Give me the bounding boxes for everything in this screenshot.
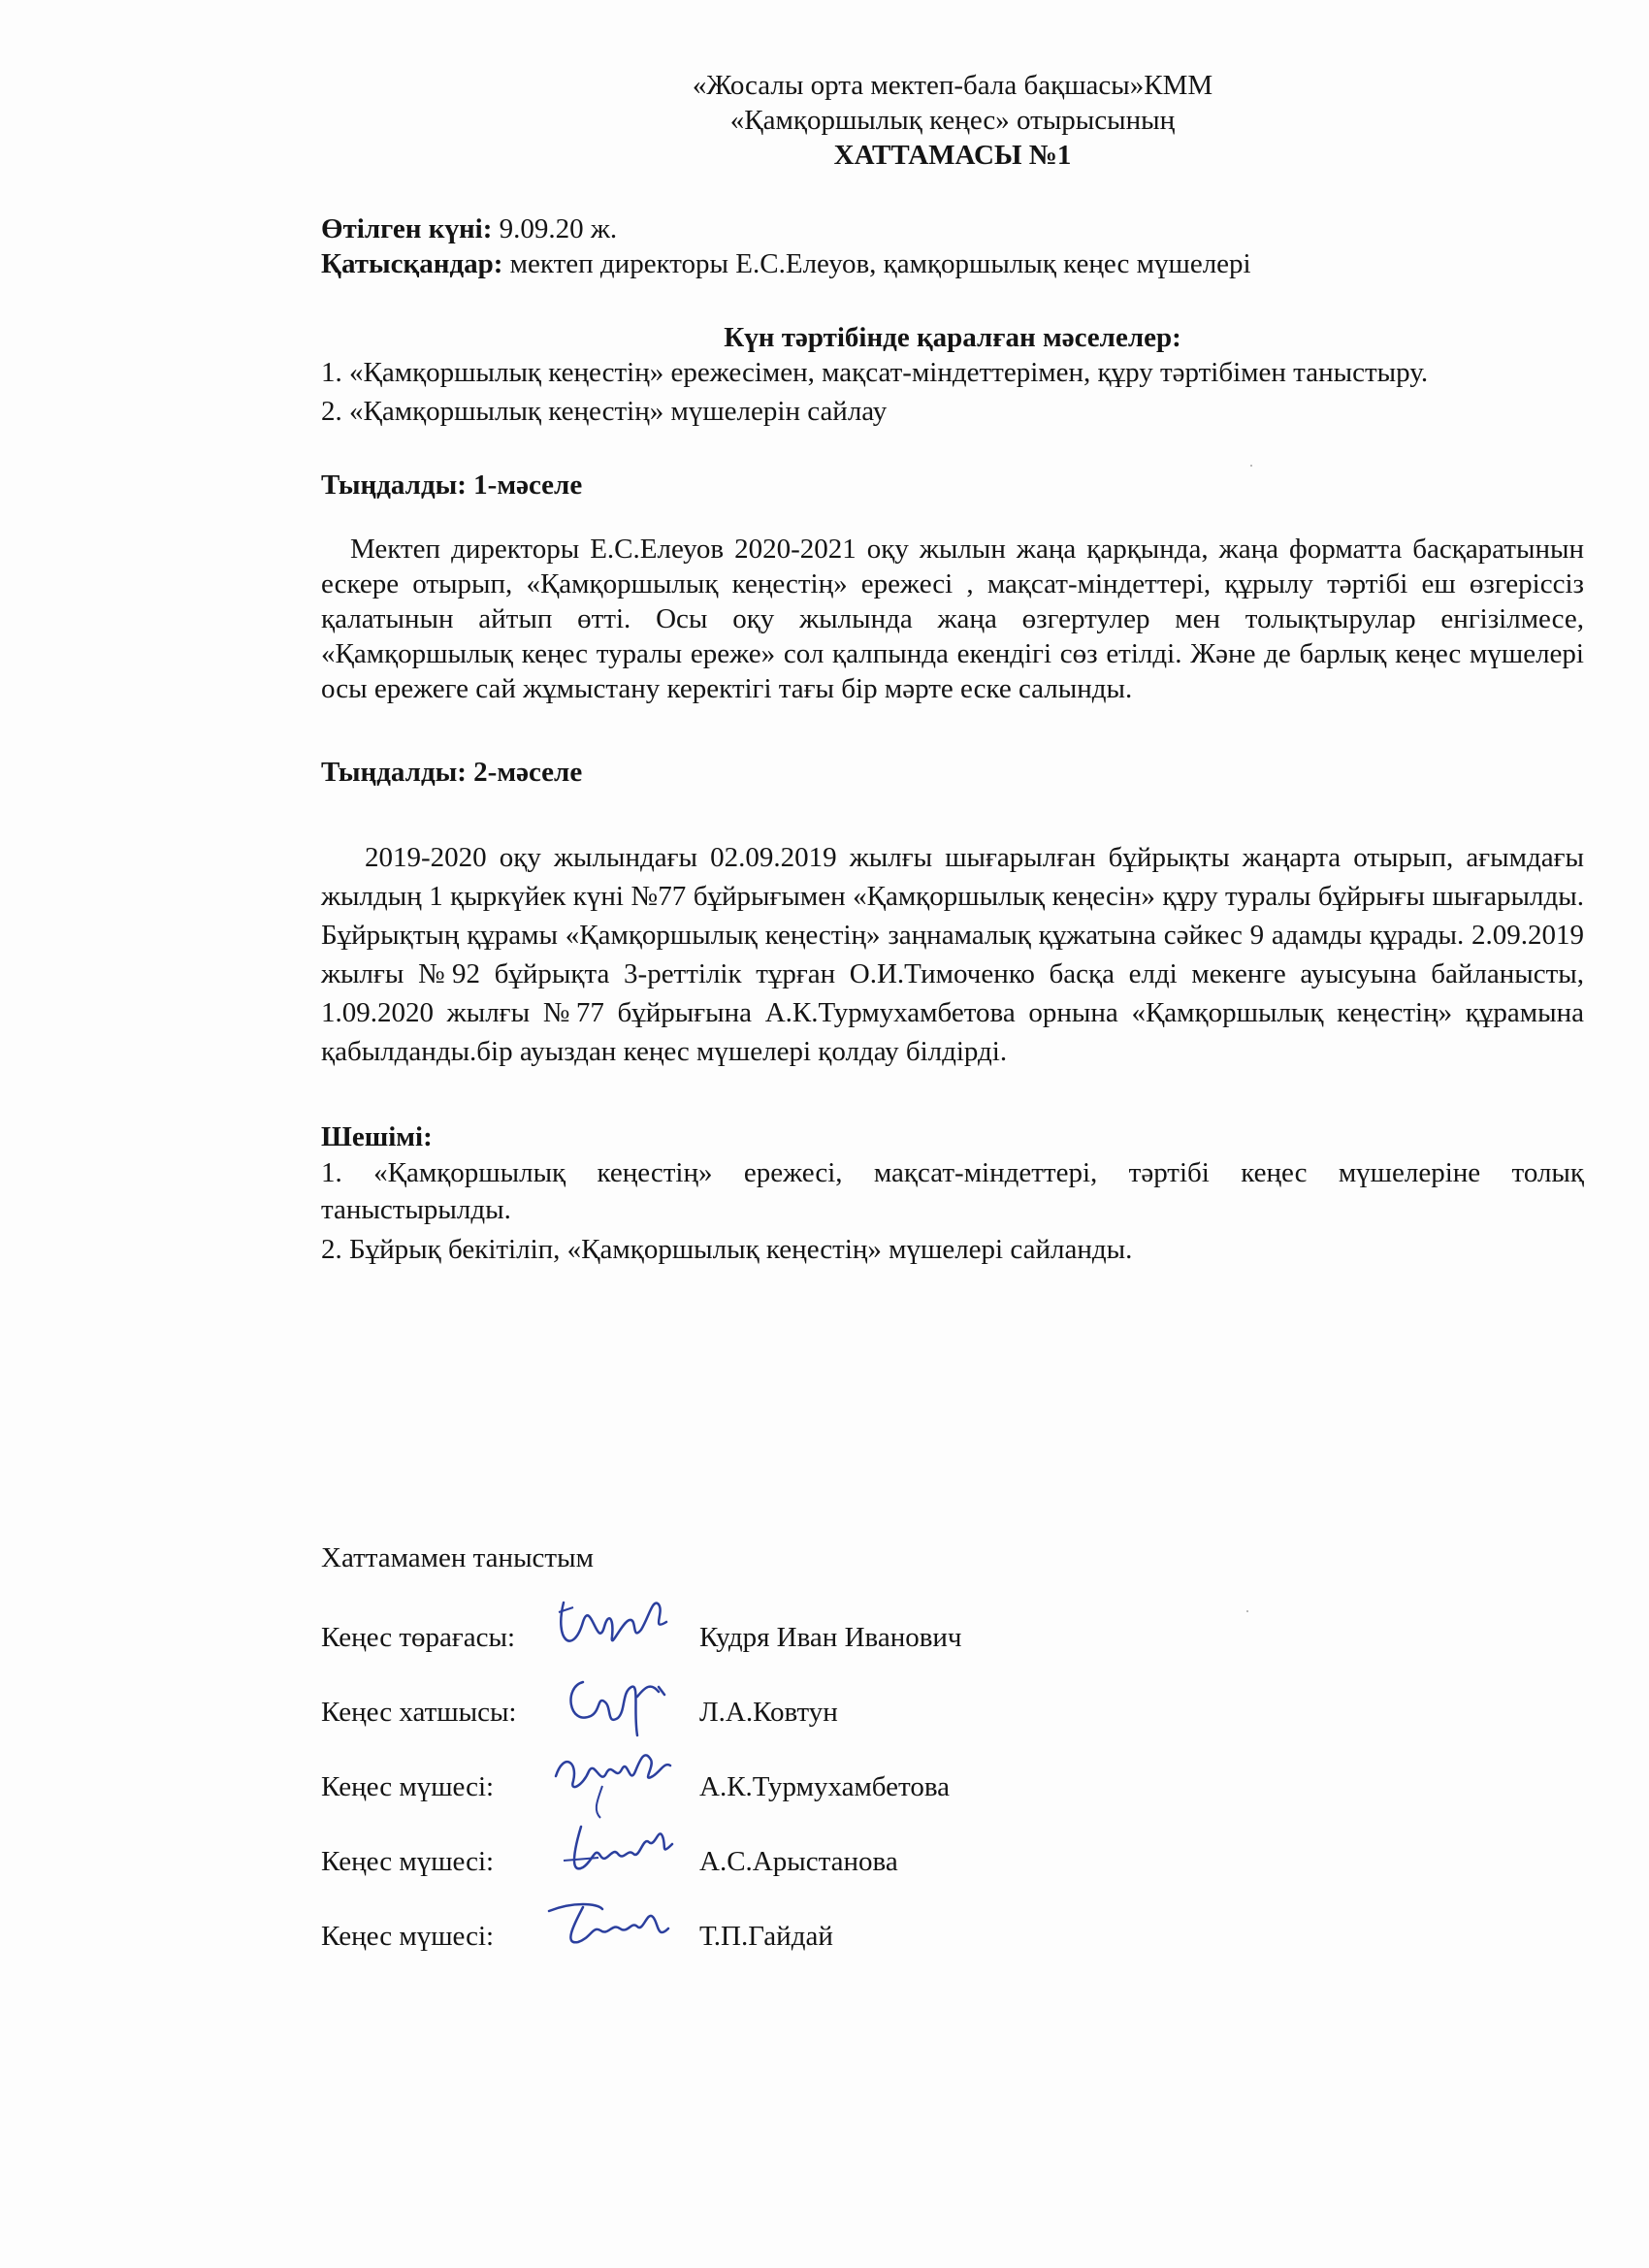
signature-intro: Хаттамамен таныстым <box>321 1542 594 1573</box>
meeting-date <box>321 211 1584 246</box>
signature-name: А.С.Арыстанова <box>699 1846 898 1877</box>
document-header <box>321 68 1584 173</box>
agenda-item: 1. «Қамқоршылық кеңестің» ережесімен, мақсат-міндеттерімен, құру тәртібімен таныстыру. <box>321 357 1429 388</box>
participants-label: Қатысқандар: <box>321 248 503 279</box>
signature-scribble-icon <box>544 1882 690 1969</box>
signature-name: Л.А.Ковтун <box>699 1697 838 1728</box>
signature-row <box>321 1825 1194 1899</box>
date-value: 9.09.20 ж. <box>492 213 618 244</box>
decision-item: 2. Бұйрық бекітіліп, «Қамқоршылық кеңестің» мүшелері сайланды. <box>321 1234 1133 1265</box>
handwritten-signature <box>544 1882 690 1969</box>
signature-row <box>321 1601 1194 1675</box>
issue-2-title: Тыңдалды: 2-мәселе <box>321 757 583 788</box>
signature-row <box>321 1899 1194 1974</box>
signature-name: Кудря Иван Иванович <box>699 1622 962 1653</box>
document-body <box>321 68 1584 1267</box>
signature-row <box>321 1750 1194 1825</box>
header-organization: «Жосалы орта мектеп-бала бақшасы»КММ <box>692 70 1213 101</box>
signature-role: Кеңес төрағасы: <box>321 1622 516 1653</box>
agenda-title: Күн тәртібінде қаралған мәселелер: <box>724 322 1181 353</box>
agenda-item: 2. «Қамқоршылық кеңестің» мүшелерін сайлау <box>321 396 888 427</box>
signature-role: Кеңес хатшысы: <box>321 1697 517 1728</box>
signature-role: Кеңес мүшесі: <box>321 1846 495 1877</box>
document-title: ХАТТАМАСЫ №1 <box>833 140 1072 171</box>
date-label: Өтілген күні: <box>321 213 493 244</box>
signature-row <box>321 1675 1194 1750</box>
header-meeting: «Қамқоршылық кеңес» отырысының <box>729 105 1176 136</box>
signature-name: А.К.Турмухамбетова <box>699 1771 951 1802</box>
issue-2-section <box>321 755 1584 1071</box>
signature-role: Кеңес мүшесі: <box>321 1771 495 1802</box>
decision-item: 1. «Қамқоршылық кеңестің» ережесі, мақсат-міндеттері, тәртібі кеңес мүшелеріне толық таныстырылды. <box>321 1157 1584 1225</box>
participants-value: мектеп директоры Е.С.Елеуов, қамқоршылық кеңес мүшелері <box>502 248 1251 279</box>
signature-role: Кеңес мүшесі: <box>321 1921 495 1952</box>
issue-1-title: Тыңдалды: 1-мәселе <box>321 470 583 501</box>
scan-speck <box>1246 1610 1248 1612</box>
meeting-participants <box>321 246 1584 281</box>
decision-title: Шешімі: <box>321 1121 433 1152</box>
issue-1-text: Мектеп директоры Е.С.Елеуов 2020-2021 оқу жылын жаңа қарқында, жаңа форматта басқаратынын ескере отырып, «Қамқоршылық кеңестің» ережесі , мақсат-міндеттері, құрылу тәртібі еш өзгеріссіз қалатынын айтып өтті. Осы оқу жылында жаңа өзгертулер мен толықтырулар енгізілмесе, «Қамқоршылық кеңес туралы ереже» сол қалпында екендігі сөз етілді. Және де барлық кеңес мүшелері осы ережеге сай жұмыстану керектігі тағы бір мәрте еске салынды. <box>321 534 1584 704</box>
agenda-section <box>321 320 1584 429</box>
issue-1-section <box>321 468 1584 706</box>
meeting-meta <box>321 211 1584 281</box>
decision-section <box>321 1119 1584 1267</box>
signature-name: Т.П.Гайдай <box>699 1921 833 1952</box>
signature-section <box>321 1542 1194 1974</box>
scan-speck <box>1250 465 1252 467</box>
issue-2-text: 2019-2020 оқу жылындағы 02.09.2019 жылғы шығарылған бұйрықты жаңарта отырып, ағымдағы жылдың 1 қыркүйек күні №77 бұйрығымен «Қамқоршылық кеңесін» құру туралы бұйрығы шығарылды. Бұйрықтың құрамы «Қамқоршылық кеңестің» заңнамалық құжатына сәйкес 9 адамды құрады. 2.09.2019 жылғы №92 бұйрықта 3-реттілік тұрған О.И.Тимоченко басқа елді мекенге ауысуына байланысты, 1.09.2020 жылғы №77 бұйрығына А.К.Турмухамбетова орнына «Қамқоршылық кеңестің» құрамына қабылданды.бір ауыздан кеңес мүшелері қолдау білдірді. <box>321 842 1584 1067</box>
